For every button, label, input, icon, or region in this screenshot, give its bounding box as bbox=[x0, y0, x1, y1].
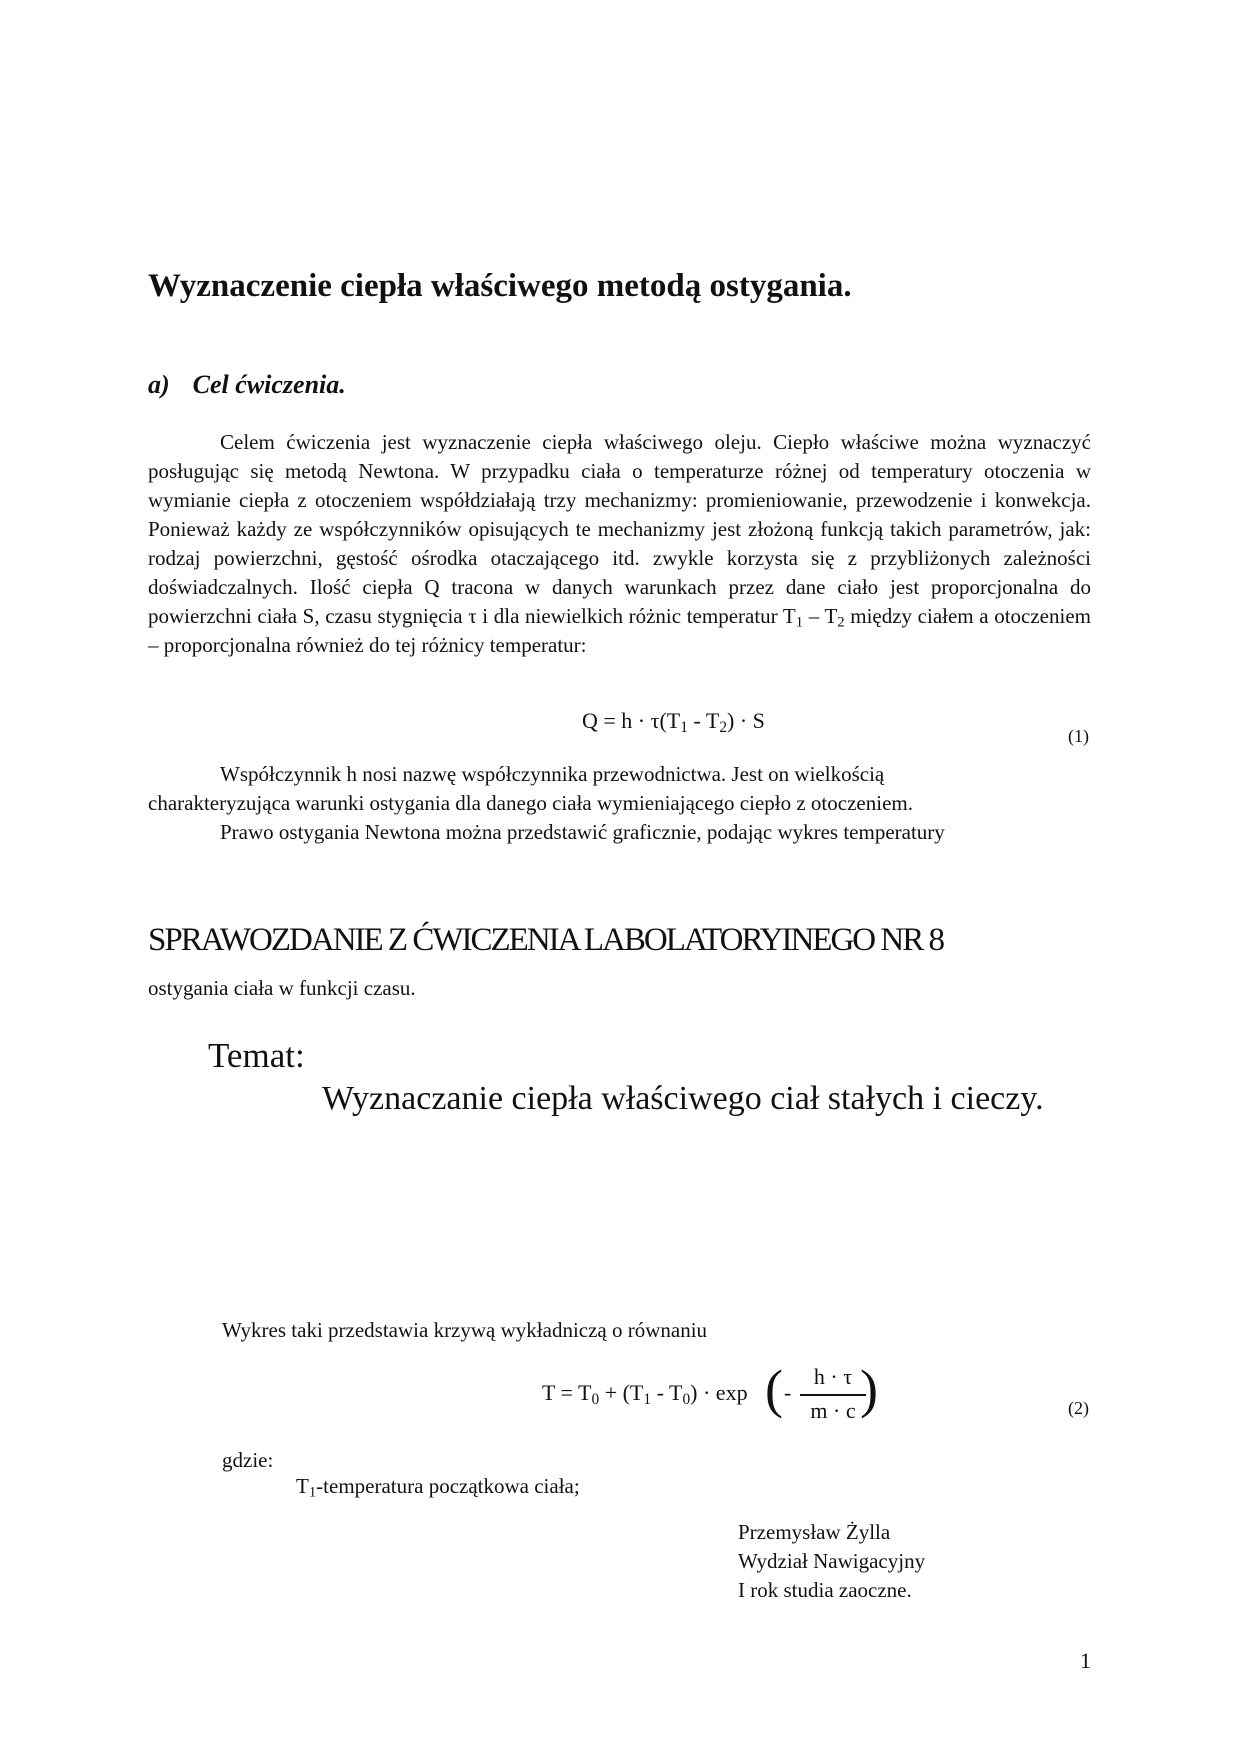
equation-2-left-paren: ( bbox=[765, 1359, 783, 1419]
equation-2-minus-sign: - bbox=[784, 1380, 792, 1405]
paragraph-coefficient-line-2: charakteryzująca warunki ostygania dla danego ciała wymieniającego ciepło z otoczeniem. bbox=[148, 791, 913, 815]
paragraph-intro-body: wyznaczyć posługując się metodą Newtona. W przypadku ciała o temperaturze różnej od temperatury otoczenia w wymianie ciepła z otoczeniem współdziałają trzy mechanizmy: promieniowanie, przewodzenie i konwekcja. Ponieważ każdy ze współczynników opisujących te mechanizmy jest złożoną funkcją takich parametrów, jak: rodzaj powierzchni, gęstość ośrodka otaczającego itd. zwykle korzysta się z przybliżonych zależności doświadczalnych. Ilość ciepła Q tracona w danych warunkach przez dane ciało jest proporcjonalna do powierzchni ciała S, czasu stygnięcia τ i dla niewielkich różnic temperatur bbox=[148, 430, 1091, 628]
section-a-title: Cel ćwiczenia. bbox=[192, 370, 346, 399]
paragraph-coefficient bbox=[148, 760, 1091, 847]
paragraph-curve: Wykres taki przedstawia krzywą wykładniczą o równaniu bbox=[222, 1318, 708, 1342]
document-title: Wyznaczenie ciepła właściwego metodą ostygania. bbox=[148, 268, 852, 304]
report-banner: SPRAWOZDANIE Z ĆWICZENIA LABOLATORYINEGO NR 8 bbox=[148, 922, 943, 958]
where-label: gdzie: bbox=[222, 1448, 274, 1472]
page-number: 1 bbox=[1080, 1648, 1091, 1673]
author-name: Przemysław Żylla bbox=[738, 1520, 891, 1544]
topic-value: Wyznaczanie ciepła właściwego ciał stałych i cieczy. bbox=[322, 1080, 1044, 1117]
topic-label: Temat: bbox=[208, 1036, 305, 1075]
paragraph-coefficient-line-1: Współczynnik h nosi nazwę współczynnika przewodnictwa. Jest on wielkością bbox=[220, 762, 885, 786]
paragraph-coefficient-line-3: Prawo ostygania Newtona można przedstawić graficznie, podając wykres temperatury bbox=[220, 820, 945, 844]
equation-2-numerator: h · τ bbox=[813, 1364, 853, 1389]
equation-2-denominator: m · c bbox=[810, 1398, 856, 1423]
paragraph-intro-last-line: $T_1 - T_2$ między ciałem a otoczeniem – proporcjonalna również do tej różnicy temperatur: bbox=[148, 604, 1091, 657]
section-a-heading bbox=[148, 370, 346, 400]
equation-2-main: $T = T_0 + (T_1 - T_0) \cdot \exp$ bbox=[542, 1380, 748, 1408]
paragraph-intro-first-line: Celem ćwiczenia jest wyznaczenie ciepła właściwego oleju. Ciepło właściwe można bbox=[220, 430, 987, 454]
definition-t1: $T_1$-temperatura początkowa ciała; bbox=[296, 1474, 580, 1501]
equation-1: $Q = h \cdot \tau(T_1 - T_2) \cdot S$ bbox=[582, 708, 765, 736]
continuation-line: ostygania ciała w funkcji czasu. bbox=[148, 976, 416, 1000]
equation-2-right-paren: ) bbox=[860, 1359, 878, 1419]
equation-2-number: (2) bbox=[1068, 1398, 1089, 1418]
equation-2-fraction-bar bbox=[800, 1394, 866, 1396]
author-year: I rok studia zaoczne. bbox=[738, 1578, 912, 1602]
section-a-label: a) bbox=[148, 370, 170, 399]
equation-1-number: (1) bbox=[1068, 726, 1089, 746]
paragraph-intro bbox=[148, 428, 1091, 660]
author-faculty: Wydział Nawigacyjny bbox=[738, 1549, 926, 1573]
